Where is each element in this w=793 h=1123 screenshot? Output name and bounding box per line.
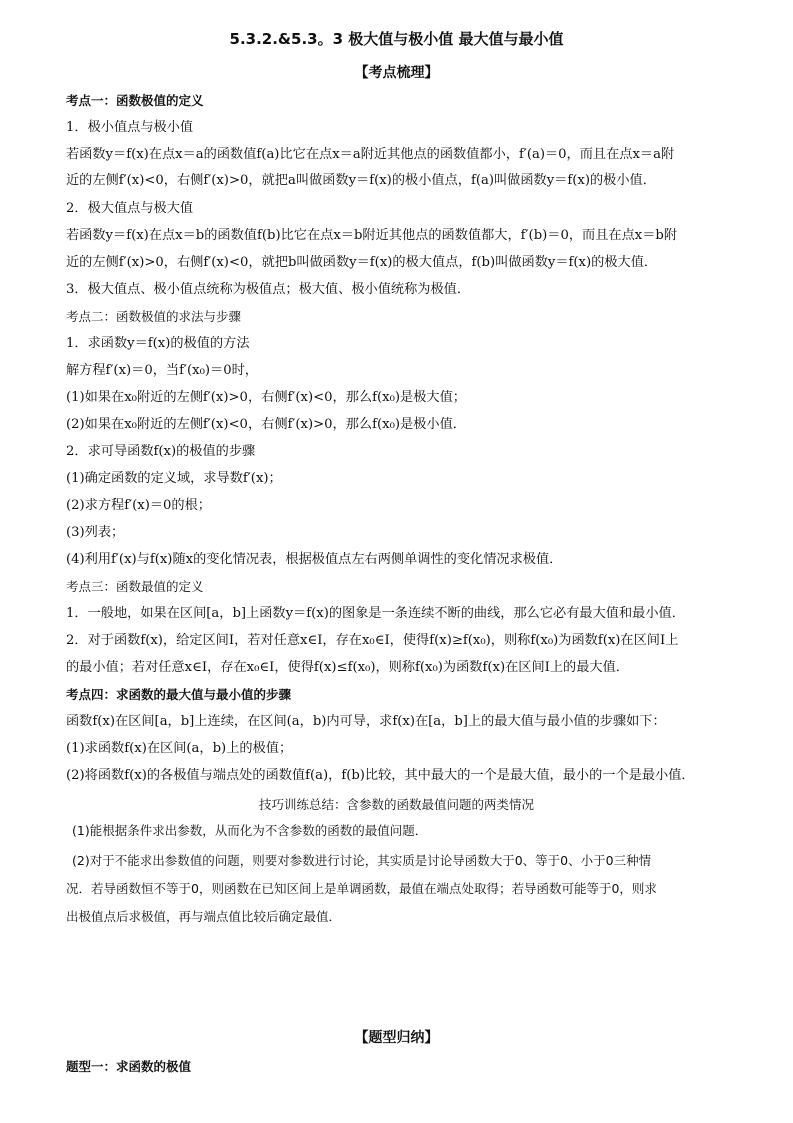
text-line: (2)求方程f′(x)＝0的根； <box>66 498 211 513</box>
text-line: (2)将函数f(x)的各极值与端点处的函数值f(a)，f(b)比较，其中最大的一个是最大值，最小的一个是最小值． <box>66 768 695 783</box>
heading-kaodian-4: 考点四：求函数的最大值与最小值的步骤 <box>66 687 292 702</box>
text-line: (1)求函数f(x)在区间(a，b)上的极值； <box>66 741 293 756</box>
skill-summary-title: 技巧训练总结：含参数的函数最值问题的两类情况 <box>258 797 534 812</box>
text-line: 若函数y＝f(x)在点x＝b的函数值f(b)比它在点x＝b附近其他点的函数值都大，f′(b)＝0，而且在点x＝b附 <box>66 228 678 243</box>
skill-line: 出极值点后求极值，再与端点值比较后确定最值． <box>66 909 342 924</box>
text-line: 近的左侧f′(x)>0，右侧f′(x)<0，就把b叫做函数y＝f(x)的极大值点，f(b)叫做函数y＝f(x)的极大值． <box>66 255 658 270</box>
text-line: 2．对于函数f(x)，给定区间I，若对任意x∈I，存在x₀∈I，使得f(x)≥f(x₀)，则称f(x₀)为函数f(x)在区间I上 <box>66 633 679 648</box>
text-line: 2．求可导函数f(x)的极值的步骤 <box>66 444 256 459</box>
text-line: 1．求函数y＝f(x)的极值的方法 <box>66 336 250 351</box>
text-line: 1．极小值点与极小值 <box>66 120 194 135</box>
heading-kaodian: 【考点梳理】 <box>354 65 439 81</box>
text-line: 3．极大值点、极小值点统称为极值点；极大值、极小值统称为极值． <box>66 282 471 297</box>
heading-kaodian-1: 考点一：函数极值的定义 <box>66 93 204 108</box>
text-line: 近的左侧f′(x)<0，右侧f′(x)>0，就把a叫做函数y＝f(x)的极小值点，f(a)叫做函数y＝f(x)的极小值． <box>66 173 656 188</box>
text-line: 的最小值；若对任意x∈I，存在x₀∈I，使得f(x)≤f(x₀)，则称f(x₀)为函数f(x)在区间I上的最大值． <box>66 660 629 675</box>
text-line: (1)确定函数的定义域，求导数f′(x)； <box>66 471 282 486</box>
heading-kaodian-2: 考点二：函数极值的求法与步骤 <box>66 309 242 324</box>
text-line: 1．一般地，如果在区间[a，b]上函数y＝f(x)的图象是一条连续不断的曲线，那么它必有最大值和最小值． <box>66 606 685 621</box>
text-line: (1)如果在x₀附近的左侧f′(x)>0，右侧f′(x)<0，那么f(x₀)是极大值； <box>66 390 466 405</box>
text-line: 2．极大值点与极大值 <box>66 201 194 216</box>
skill-line: 况．若导函数恒不等于0，则函数在已知区间上是单调函数，最值在端点处取得；若导函数可能等于0，则求 <box>66 881 657 896</box>
text-line: (4)利用f′(x)与f(x)随x的变化情况表，根据极值点左右两侧单调性的变化情况求极值． <box>66 552 563 567</box>
page-title: 5.3.2.&5.3。3 极大值与极小值 最大值与最小值 <box>229 30 564 48</box>
text-line: 若函数y＝f(x)在点x＝a的函数值f(a)比它在点x＝a附近其他点的函数值都小，f′(a)＝0，而且在点x＝a附 <box>66 147 675 162</box>
skill-line: (2)对于不能求出参数值的问题，则要对参数进行讨论，其实质是讨论导函数大于0、等于0、小于0三种情 <box>72 853 652 868</box>
skill-line: (1)能根据条件求出参数，从而化为不含参数的函数的最值问题． <box>72 823 428 838</box>
heading-tixing: 【题型归纳】 <box>354 1030 439 1046</box>
heading-tixing-1: 题型一：求函数的极值 <box>66 1059 192 1074</box>
text-line: (2)如果在x₀附近的左侧f′(x)<0，右侧f′(x)>0，那么f(x₀)是极小值． <box>66 417 466 432</box>
heading-kaodian-3: 考点三：函数最值的定义 <box>66 579 204 594</box>
text-line: 函数f(x)在区间[a，b]上连续，在区间(a，b)内可导，求f(x)在[a，b]上的最大值与最小值的步骤如下： <box>66 714 666 729</box>
text-line: (3)列表； <box>66 525 125 540</box>
text-line: 解方程f′(x)＝0，当f′(x₀)＝0时， <box>66 363 258 378</box>
